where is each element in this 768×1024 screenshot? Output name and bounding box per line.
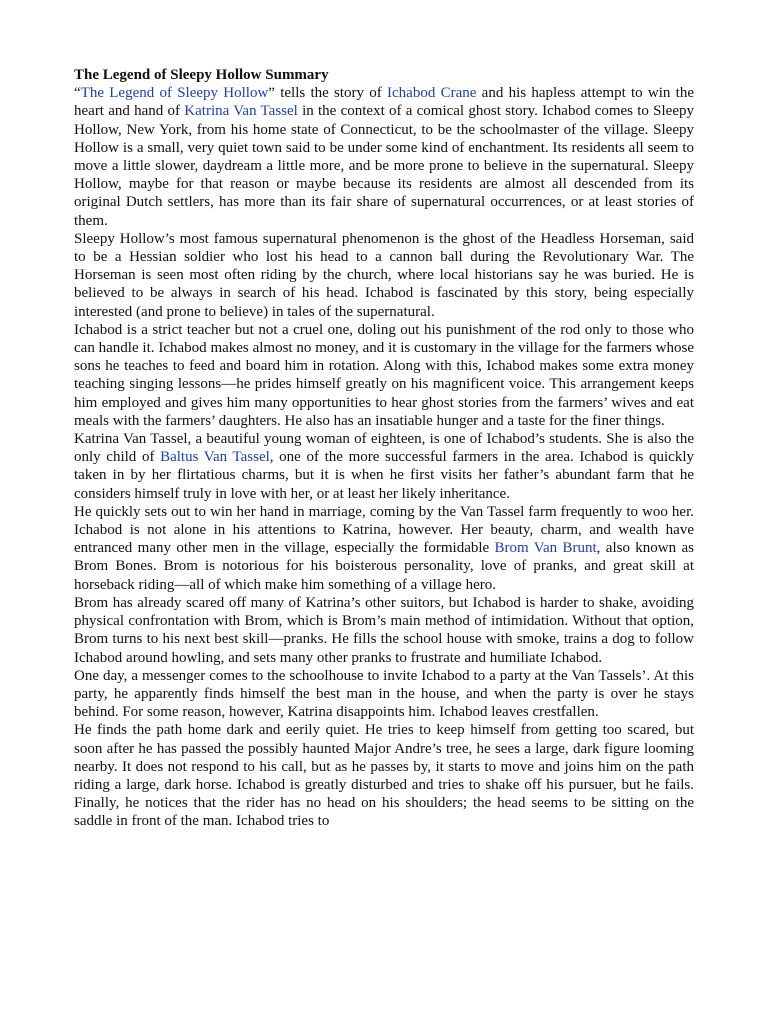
paragraph (74, 321, 694, 430)
paragraph-text: in the context of a comical ghost story. Ichabod comes to Sleepy Hollow, New York, from his home state of Connecticut, to be the schoolmaster of the village. Sleepy Hollow is a small, very quiet town said to be under some kind of enchantment. Its residents all seem to move a little slower, daydream a little more, and be more prone to believe in the supernatural. Sleepy Hollow, maybe for that reason or maybe because its residents are almost all descended from its original Dutch settlers, has more than its fair share of supernatural occurrences, or at least stories of them. (74, 103, 694, 229)
inline-link[interactable]: Brom Van Brunt (494, 540, 597, 557)
paragraph-text: “ (74, 85, 81, 102)
paragraph-text: , one of the more successful farmers in the area. Ichabod is quickly taken in by her flirtatious charms, but it is when he first visits her father’s abundant farm that he considers himself truly in love with her, or at least her likely inheritance. (74, 449, 695, 502)
document-body (74, 84, 694, 830)
paragraph-text: Sleepy Hollow’s most famous supernatural phenomenon is the ghost of the Headless Horseman, said to be a Hessian soldier who lost his head to a cannon ball during the Revolutionary War. The Horseman is seen most often riding by the church, where local historians say he was buried. He is believed to be always in search of his head. Ichabod is fascinated by this story, being especially interested (and prone to believe) in tales of the supernatural. (74, 230, 694, 320)
document-page (74, 66, 694, 831)
paragraph-text: He quickly sets out to win her hand in marriage, coming by the Van Tassel farm frequently to woo her. Ichabod is not alone in his attentions to Katrina, however. Her beauty, charm, and wealth have entranced many other men in the village, especially the formidable (74, 503, 694, 557)
paragraph (74, 594, 694, 667)
inline-link[interactable]: Ichabod Crane (387, 85, 477, 102)
paragraph (74, 721, 694, 830)
paragraph-text: and his hapless attempt to win the heart and hand of (74, 85, 694, 120)
paragraph-text: ” tells the story of (268, 85, 388, 102)
paragraph (74, 503, 694, 594)
paragraph-text: One day, a messenger comes to the schoolhouse to invite Ichabod to a party at the Van Tassels’. At this party, he apparently finds himself the best man in the house, and when the party is over he stays behind. For some reason, however, Katrina disappoints him. Ichabod leaves crestfallen. (74, 667, 694, 721)
paragraph-text: Ichabod is a strict teacher but not a cruel one, doling out his punishment of the rod only to those who can handle it. Ichabod makes almost no money, and it is customary in the village for the farmers whose sons he teaches to feed and board him in rotation. Along with this, Ichabod makes some extra money teaching singing lessons—he prides himself greatly on his magnificent voice. This arrangement keeps him employed and gives him many opportunities to hear ghost stories from the farmers’ wives and eat meals with the farmers’ daughters. He also has an insatiable hunger and a taste for the finer things. (74, 321, 694, 429)
paragraph-text: Brom has already scared off many of Katrina’s other suitors, but Ichabod is harder to shake, avoiding physical confrontation with Brom, which is Brom’s main method of intimidation. Without that option, Brom turns to his next best skill—pranks. He fills the school house with smoke, trains a dog to follow Ichabod around howling, and sets many other pranks to frustrate and humiliate Ichabod. (74, 594, 694, 666)
paragraph-text: Katrina Van Tassel, a beautiful young woman of eighteen, is one of Ichabod’s students. She is also the only child of (74, 431, 694, 466)
paragraph (74, 430, 694, 503)
paragraph-text: He finds the path home dark and eerily quiet. He tries to keep himself from getting too scared, but soon after he has passed the possibly haunted Major Andre’s tree, he sees a large, dark figure looming nearby. It does not respond to his call, but as he passes by, it starts to move and joins him on the path riding a large, dark horse. Ichabod is greatly disturbed and tries to shake off his pursuer, but he fails. Finally, he notices that the rider has no head on his shoulders; the head seems to be sitting on the saddle in front of the man. Ichabod tries to (74, 722, 694, 830)
inline-link[interactable]: The Legend of Sleepy Hollow (80, 85, 269, 102)
inline-link[interactable]: Katrina Van Tassel (184, 103, 298, 120)
paragraph (74, 230, 694, 321)
inline-link[interactable]: Baltus Van Tassel (160, 449, 270, 466)
paragraph-text: , also known as Brom Bones. Brom is notorious for his boisterous personality, love of pranks, and great skill at horseback riding—all of which make him something of a village hero. (74, 540, 694, 593)
paragraph (74, 667, 694, 722)
document-title: The Legend of Sleepy Hollow Summary (74, 67, 329, 83)
paragraph (74, 84, 694, 230)
